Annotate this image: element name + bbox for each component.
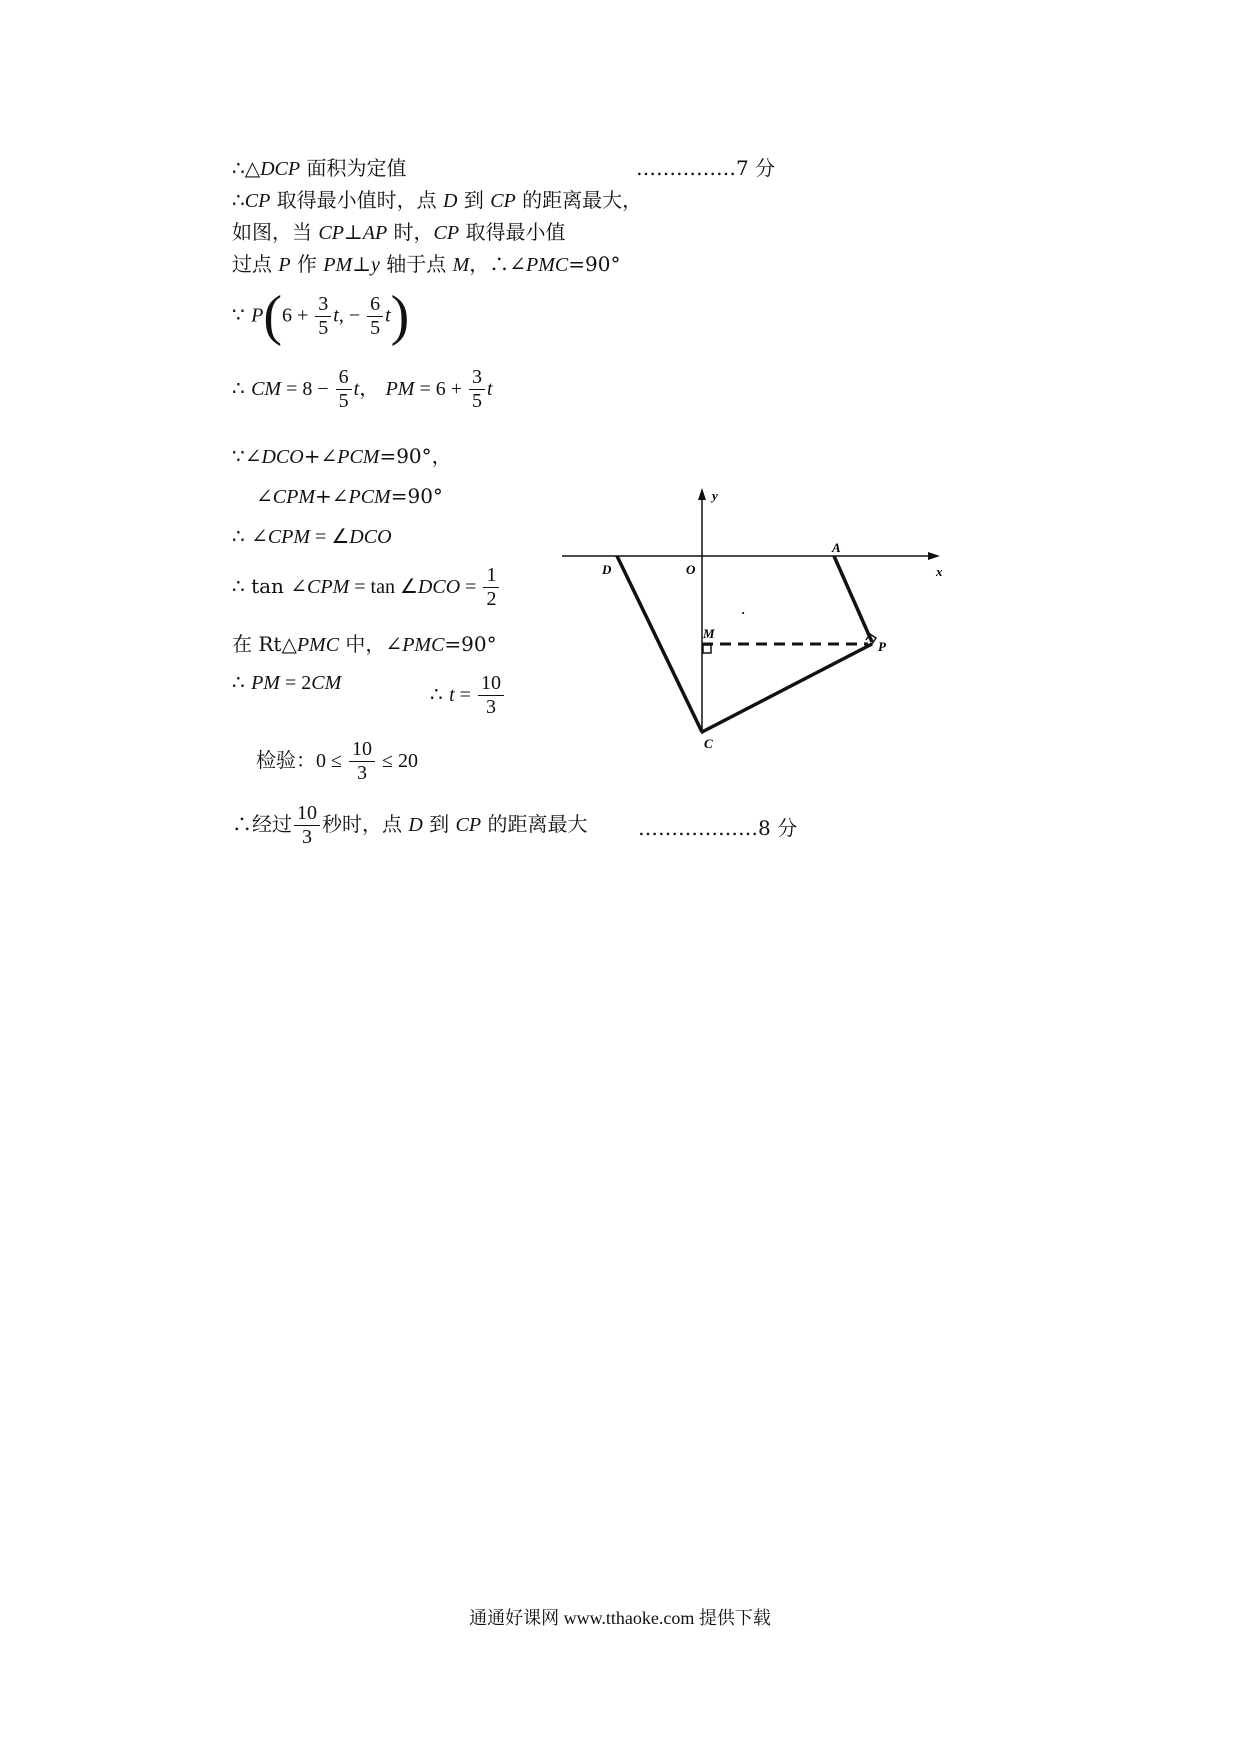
line-area-constant: ∴△DCP 面积为定值 xyxy=(232,156,407,180)
y-axis-arrow xyxy=(698,488,706,500)
right-angle-m xyxy=(703,645,711,653)
fraction: $\frac{6}{5}$ xyxy=(367,293,383,340)
line-angle-sum-2: ∠CPM+∠PCM=90° xyxy=(256,484,443,508)
segment-cp xyxy=(702,644,872,732)
x-axis-arrow xyxy=(928,552,940,560)
fraction: $\frac{6}{5}$ xyxy=(336,366,352,413)
line-conclusion: ∴经过 $\frac{10}{3}$ 秒时，点 D 到 CP 的距离最大 xyxy=(232,802,588,848)
line-angle-equal: ∴ ∠CPM = ∠DCO xyxy=(232,524,392,548)
fraction: $\frac{3}{5}$ xyxy=(315,293,331,340)
score-8: ………………8 分 xyxy=(638,816,798,840)
fraction: $\frac{10}{3}$ xyxy=(349,738,375,785)
label-m: M xyxy=(703,626,715,641)
label-a: A xyxy=(832,540,841,555)
segment-ap xyxy=(834,556,872,642)
stray-dot: . xyxy=(742,602,746,617)
score-7: ……………7 分 xyxy=(636,156,776,180)
fraction: $\frac{10}{3}$ xyxy=(294,802,320,849)
line-cp-minimum: ∴CP 取得最小值时，点 D 到 CP 的距离最大， xyxy=(232,188,643,212)
line-right-triangle: 在 Rt△PMC 中，∠PMC=90° xyxy=(232,632,497,656)
fraction: $\frac{10}{3}$ xyxy=(478,672,504,719)
line-p-coordinates: ∵ P(6 + $\frac{3}{5}$ t, − $\frac{6}{5}$ t) xyxy=(232,285,410,347)
line-perpendicular: 如图，当 CP⊥AP 时，CP 取得最小值 xyxy=(232,220,566,244)
line-pm-2cm: ∴ PM = 2CM xyxy=(232,670,342,694)
footer-source: 通通好课网 www.tthaoke.com 提供下载 xyxy=(469,1608,771,1628)
fraction: $\frac{1}{2}$ xyxy=(483,564,499,611)
line-construct-pm: 过点 P 作 PM⊥y 轴于点 M，∴∠PMC=90° xyxy=(232,252,621,276)
line-cm-pm: ∴ CM = 8 − $\frac{6}{5}$ t， PM = 6 + $\frac{3}{5}$ t xyxy=(232,366,493,412)
label-x: x xyxy=(936,564,943,579)
label-o: O xyxy=(686,562,696,577)
label-p: P xyxy=(878,639,886,654)
line-tan-equal: ∴ tan ∠CPM = tan ∠DCO = $\frac{1}{2}$ xyxy=(232,564,501,611)
fraction: $\frac{3}{5}$ xyxy=(469,366,485,413)
line-t-value: ∴ t = $\frac{10}{3}$ xyxy=(430,672,506,719)
segment-dc xyxy=(617,556,702,732)
label-d: D xyxy=(602,562,612,577)
line-angle-sum-1: ∵∠DCO+∠PCM=90°， xyxy=(232,444,452,468)
label-c: C xyxy=(704,736,713,751)
line-check: 检验：0 ≤ $\frac{10}{3}$ ≤ 20 xyxy=(256,738,418,784)
label-y: y xyxy=(712,488,718,503)
